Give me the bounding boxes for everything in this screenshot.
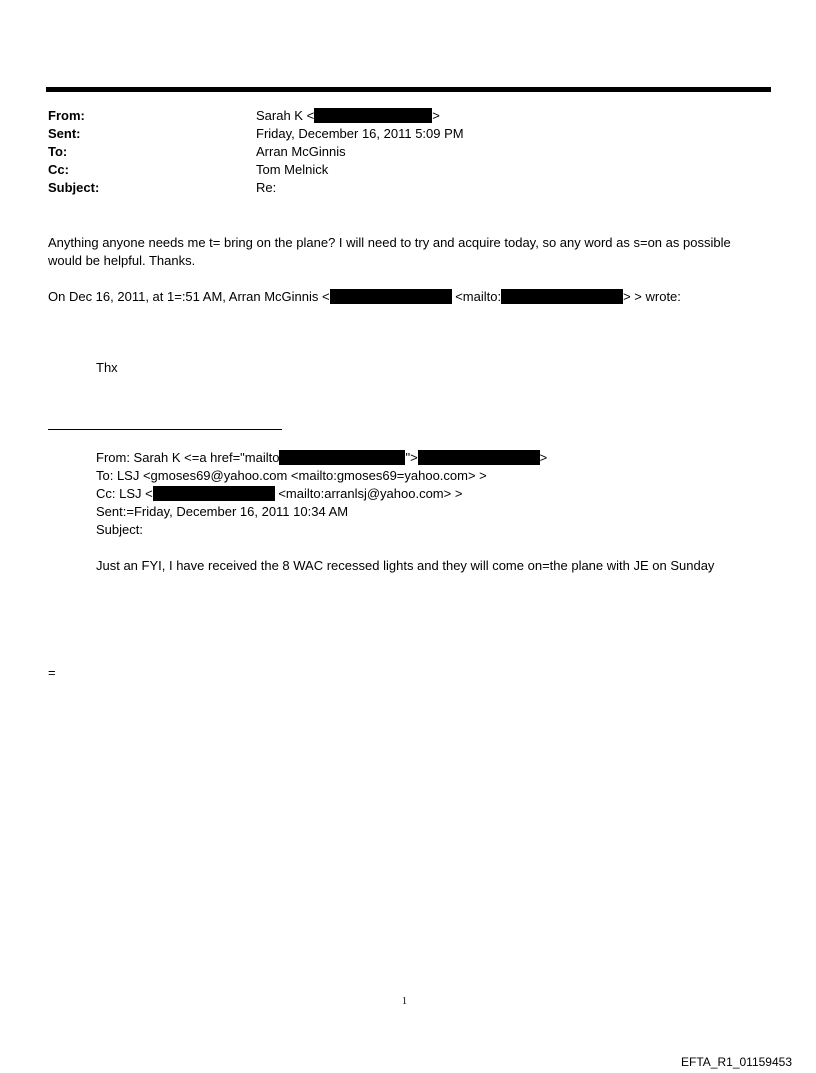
from-value: Sarah K < > <box>256 108 440 123</box>
reply-thx: Thx <box>96 360 118 375</box>
document-id: EFTA_R1_01159453 <box>681 1055 792 1069</box>
from-label: From: <box>48 108 85 123</box>
to-value: Arran McGinnis <box>256 144 346 159</box>
redaction-block <box>279 450 405 465</box>
stray-equals: = <box>48 665 56 680</box>
subject-value: Re: <box>256 180 277 195</box>
redaction-block <box>501 289 623 304</box>
to-label: To: <box>48 144 68 159</box>
fwd-subject-line: Subject: <box>96 522 143 537</box>
cc-label: Cc: <box>48 162 69 177</box>
page-number: 1 <box>402 996 407 1007</box>
sent-label: Sent: <box>48 126 81 141</box>
quote-intro: On Dec 16, 2011, at 1=:51 AM, Arran McGinnis < <mailto: > > wrote: <box>48 289 681 304</box>
body-line-2: would be helpful. Thanks. <box>48 253 196 268</box>
fwd-to-line: To: LSJ <gmoses69@yahoo.com <mailto:gmoses69=yahoo.com> > <box>96 468 487 483</box>
body-line-1: Anything anyone needs me t= bring on the plane? I will need to try and acquire today, so any word as s=on as possible <box>48 235 731 250</box>
fwd-from-line: From: Sarah K <=a href="mailto "> > <box>96 450 548 465</box>
redaction-block <box>153 486 275 501</box>
quote-separator <box>48 429 282 430</box>
redaction-block <box>418 450 540 465</box>
redaction-block <box>314 108 432 123</box>
fwd-sent-line: Sent:=Friday, December 16, 2011 10:34 AM <box>96 504 349 519</box>
fwd-message: Just an FYI, I have received the 8 WAC recessed lights and they will come on=the plane with JE on Sunday <box>96 558 715 573</box>
sent-value: Friday, December 16, 2011 5:09 PM <box>256 126 464 141</box>
cc-value: Tom Melnick <box>256 162 329 177</box>
redaction-block <box>330 289 452 304</box>
subject-label: Subject: <box>48 180 100 195</box>
fwd-cc-line: Cc: LSJ < <mailto:arranlsj@yahoo.com> > <box>96 486 463 501</box>
header-rule <box>46 87 771 92</box>
